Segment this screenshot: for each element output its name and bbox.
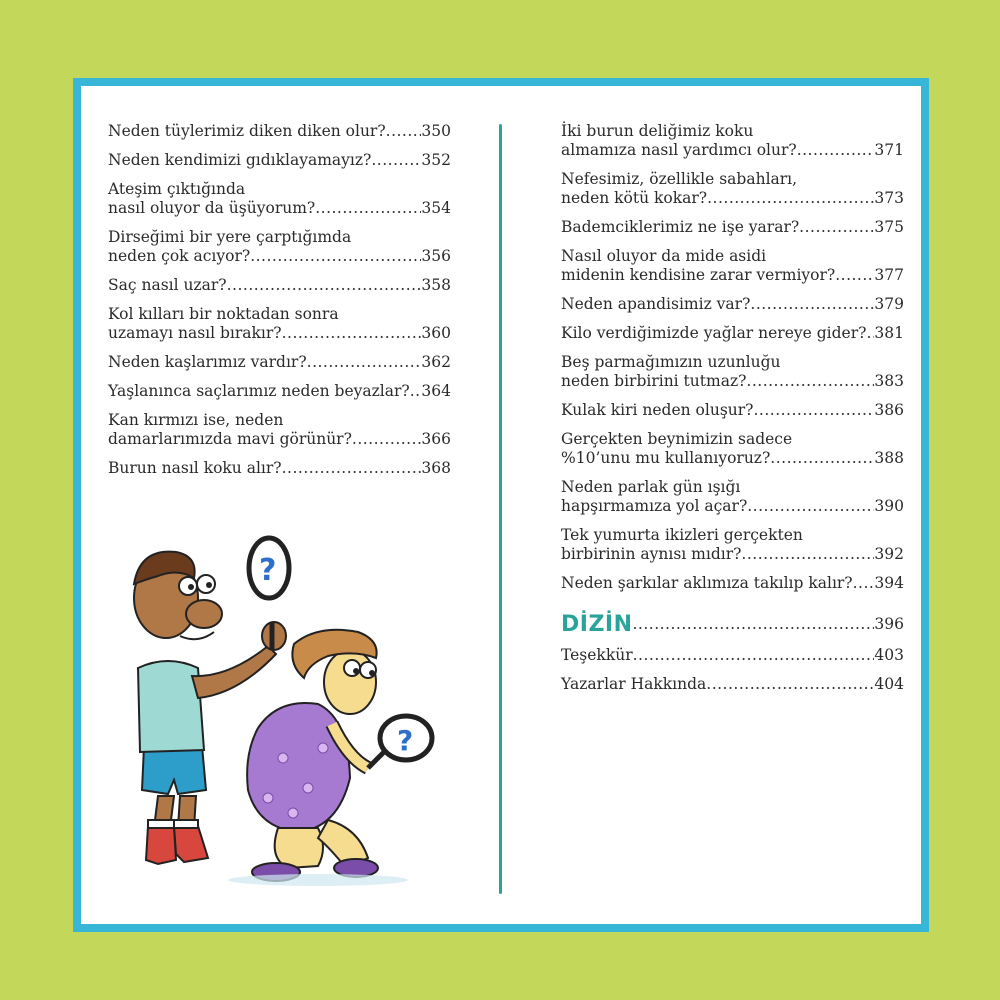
toc-left-column — [108, 122, 451, 488]
column-divider — [499, 124, 502, 894]
page-number: 403 — [874, 646, 904, 664]
dot-leader — [866, 324, 874, 343]
toc-entry-title: midenin kendisine zarar vermiyor? — [561, 266, 836, 284]
toc-entry-title: Gerçekten beynimizin sadece — [561, 430, 793, 448]
toc-entry[interactable] — [108, 305, 451, 343]
dot-leader — [747, 497, 874, 516]
toc-entry-title: damarlarımızda mavi görünür? — [108, 430, 352, 448]
toc-entry-title: Nasıl oluyor da mide asidi — [561, 247, 767, 265]
toc-entry-index[interactable] — [561, 612, 904, 637]
toc-entry-title: Ateşim çıktığında — [108, 180, 246, 198]
toc-entry[interactable] — [561, 478, 904, 516]
page-number: 371 — [874, 141, 904, 159]
page-number: 390 — [874, 497, 904, 515]
dot-leader — [797, 141, 875, 160]
toc-entry-title: İki burun deliğimiz koku — [561, 122, 754, 140]
toc-entry-title: neden çok acıyor? — [108, 247, 251, 265]
svg-text:?: ? — [259, 553, 277, 588]
page-number: 364 — [421, 382, 451, 400]
toc-right-column — [561, 122, 904, 704]
dot-leader — [386, 122, 422, 141]
toc-entry[interactable] — [108, 276, 451, 295]
dot-leader — [770, 449, 874, 468]
toc-entry[interactable] — [561, 646, 904, 665]
toc-entry[interactable] — [561, 295, 904, 314]
page-number: 404 — [874, 675, 904, 693]
toc-entry[interactable] — [561, 324, 904, 343]
page-number: 350 — [421, 122, 451, 140]
toc-entry-title: Yazarlar Hakkında — [561, 675, 707, 693]
page-number: 362 — [421, 353, 451, 371]
page-number: 368 — [421, 459, 451, 477]
toc-entry-title: uzamayı nasıl bırakır? — [108, 324, 282, 342]
page-number: 373 — [874, 189, 904, 207]
toc-entry[interactable] — [108, 228, 451, 266]
toc-entry[interactable] — [108, 353, 451, 372]
toc-entry[interactable] — [561, 122, 904, 160]
page-number: 354 — [421, 199, 451, 217]
toc-entry-title: Kulak kiri neden oluşur? — [561, 401, 754, 419]
toc-entry[interactable] — [108, 180, 451, 218]
page-number: 366 — [421, 430, 451, 448]
toc-entry[interactable] — [561, 353, 904, 391]
page-number: 392 — [874, 545, 904, 563]
dot-leader — [371, 151, 421, 170]
toc-entry-title: neden kötü kokar? — [561, 189, 708, 207]
dot-leader — [746, 372, 874, 391]
toc-entry[interactable] — [561, 218, 904, 237]
toc-entry-title: Burun nasıl koku alır? — [108, 459, 282, 477]
dot-leader — [853, 574, 875, 593]
toc-entry-title: Tek yumurta ikizleri gerçekten — [561, 526, 803, 544]
dot-leader — [282, 459, 422, 478]
toc-entry[interactable] — [108, 459, 451, 478]
dot-leader — [633, 615, 875, 634]
svg-text:?: ? — [397, 724, 414, 757]
dot-leader — [315, 199, 421, 218]
toc-entry-title: nasıl oluyor da üşüyorum? — [108, 199, 316, 217]
dot-leader — [741, 545, 874, 564]
page-number: 388 — [874, 449, 904, 467]
dot-leader — [410, 382, 422, 401]
toc-entry[interactable] — [561, 401, 904, 420]
toc-entry[interactable] — [108, 411, 451, 449]
toc-entry-title: Neden parlak gün ışığı — [561, 478, 741, 496]
toc-entry[interactable] — [108, 151, 451, 170]
toc-entry-title: Neden kaşlarımız vardır? — [108, 353, 307, 371]
illustration-magnifying-glass-kids — [118, 528, 478, 890]
toc-entry-title: Beş parmağımızın uzunluğu — [561, 353, 781, 371]
dot-leader — [706, 675, 874, 694]
toc-entry-title: Dirseğimi bir yere çarptığımda — [108, 228, 352, 246]
dot-leader — [352, 430, 422, 449]
toc-entry-title: Neden apandisimiz var? — [561, 295, 751, 313]
girl-figure — [247, 630, 432, 881]
dot-leader — [250, 247, 421, 266]
toc-entry-title: %10’unu mu kullanıyoruz? — [561, 449, 771, 467]
toc-entry-title: Neden kendimizi gıdıklayamayız? — [108, 151, 372, 169]
toc-entry[interactable] — [561, 526, 904, 564]
toc-entry-title: Nefesimiz, özellikle sabahları, — [561, 170, 798, 188]
page-number: 379 — [874, 295, 904, 313]
page-number: 360 — [421, 324, 451, 342]
page-number: 386 — [874, 401, 904, 419]
page-number: 352 — [421, 151, 451, 169]
toc-entry-title: neden birbirini tutmaz? — [561, 372, 747, 390]
toc-entry-title: almamıza nasıl yardımcı olur? — [561, 141, 797, 159]
page-number: 358 — [421, 276, 451, 294]
toc-entry-title: Bademciklerimiz ne işe yarar? — [561, 218, 800, 236]
toc-entry-title: Saç nasıl uzar? — [108, 276, 227, 294]
index-heading: DİZİN — [561, 612, 633, 637]
toc-entry-title: Yaşlanınca saçlarımız neden beyazlar? — [108, 382, 410, 400]
toc-entry-title: Kol kılları bir noktadan sonra — [108, 305, 339, 323]
toc-entry[interactable] — [561, 675, 904, 694]
toc-entry[interactable] — [108, 382, 451, 401]
dot-leader — [282, 324, 422, 343]
page-number: 381 — [874, 324, 904, 342]
page-number: 394 — [874, 574, 904, 592]
page-number: 377 — [874, 266, 904, 284]
dot-leader — [307, 353, 422, 372]
toc-entry[interactable] — [561, 247, 904, 285]
page-number: 383 — [874, 372, 904, 390]
dot-leader — [633, 646, 875, 665]
page-number: 375 — [874, 218, 904, 236]
dot-leader — [753, 401, 874, 420]
toc-entry[interactable] — [561, 170, 904, 208]
dot-leader — [799, 218, 874, 237]
page-number: 356 — [421, 247, 451, 265]
toc-entry[interactable] — [108, 122, 451, 141]
dot-leader — [835, 266, 874, 285]
dot-leader — [707, 189, 874, 208]
toc-entry[interactable] — [561, 574, 904, 593]
toc-entry-title: Teşekkür — [561, 646, 633, 664]
toc-entry-title: Neden şarkılar aklımıza takılıp kalır? — [561, 574, 853, 592]
toc-entry-title: hapşırmamıza yol açar? — [561, 497, 748, 515]
toc-entry-title: birbirinin aynısı mıdır? — [561, 545, 742, 563]
page-number: 396 — [874, 615, 904, 633]
dot-leader — [227, 276, 422, 295]
toc-entry-title: Kan kırmızı ise, neden — [108, 411, 284, 429]
toc-entry-title: Kilo verdiğimizde yağlar nereye gider? — [561, 324, 867, 342]
dot-leader — [750, 295, 874, 314]
toc-entry-title: Neden tüylerimiz diken diken olur? — [108, 122, 386, 140]
toc-entry[interactable] — [561, 430, 904, 468]
